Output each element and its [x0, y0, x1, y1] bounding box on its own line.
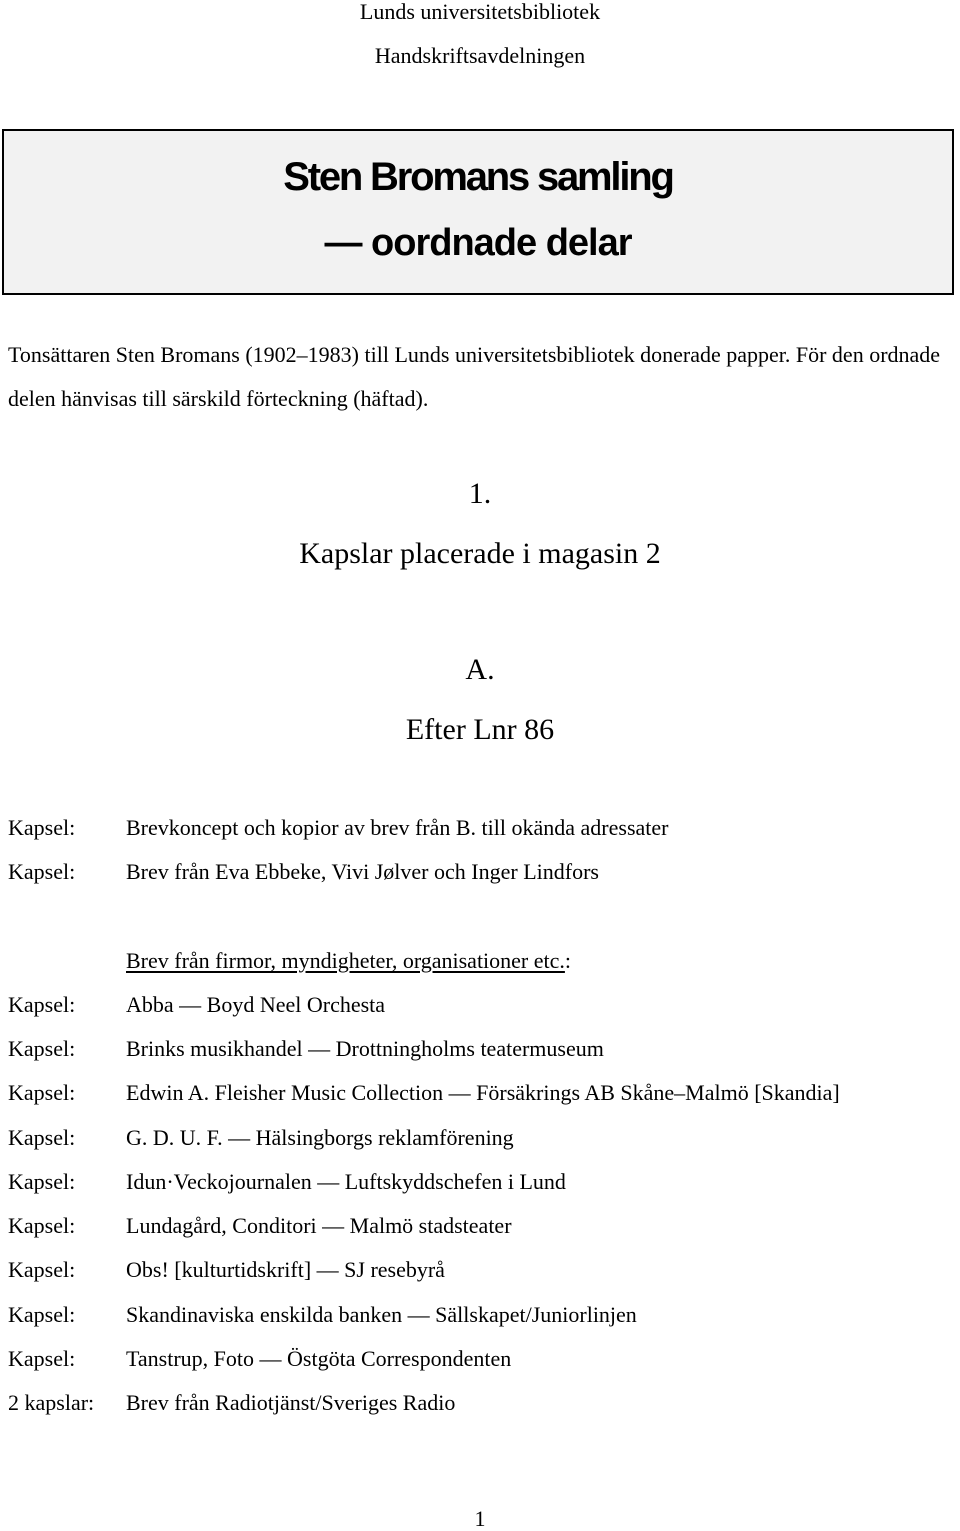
item-label: Kapsel:: [8, 1213, 76, 1238]
item-label: Kapsel:: [8, 1036, 76, 1061]
collection-title: Sten Bromans samling: [283, 155, 673, 199]
title-box: [2, 129, 954, 295]
subsection-letter: A.: [465, 653, 495, 686]
item-text: Brevkoncept och kopior av brev från B. till okända adressater: [126, 815, 669, 840]
item-label: Kapsel:: [8, 859, 76, 884]
item-text: Skandinaviska enskilda banken — Sällskapet/Juniorlinjen: [126, 1302, 637, 1327]
item-text: G. D. U. F. — Hälsingborgs reklamförening: [126, 1125, 514, 1150]
item-label: Kapsel:: [8, 992, 76, 1017]
item-label: Kapsel:: [8, 815, 76, 840]
page-number: 1: [474, 1506, 486, 1531]
item-label: Kapsel:: [8, 1080, 76, 1105]
item-text: Obs! [kulturtidskrift] — SJ resebyrå: [126, 1257, 445, 1282]
group-heading-colon: :: [564, 948, 572, 973]
subsection-heading: Efter Lnr 86: [405, 713, 555, 746]
collection-subtitle: — oordnade delar: [324, 222, 632, 264]
item-text: Brev från Eva Ebbeke, Vivi Jølver och Inger Lindfors: [126, 859, 599, 884]
section-number: 1.: [468, 477, 492, 510]
item-text: Brev från Radiotjänst/Sveriges Radio: [126, 1390, 456, 1415]
item-label: Kapsel:: [8, 1302, 76, 1327]
item-label: Kapsel:: [8, 1169, 76, 1194]
item-label: 2 kapslar:: [8, 1390, 95, 1415]
item-label: Kapsel:: [8, 1257, 76, 1282]
item-label: Kapsel:: [8, 1125, 76, 1150]
item-text: Lundagård, Conditori — Malmö stadsteater: [126, 1213, 512, 1238]
item-label: Kapsel:: [8, 1346, 76, 1371]
section-heading: Kapslar placerade i magasin 2: [299, 537, 661, 570]
item-text: Tanstrup, Foto — Östgöta Correspondenten: [126, 1346, 512, 1371]
item-text: Abba — Boyd Neel Orchesta: [126, 992, 386, 1017]
institution-header: Lunds universitetsbibliotek: [359, 0, 601, 24]
intro-paragraph: Tonsättaren Sten Bromans (1902–1983) till Lunds universitetsbibliotek donerade papper. För den ordnade delen hänvisas till särskild förteckning (häftad).: [8, 342, 941, 411]
department-header: Handskriftsavdelningen: [374, 43, 586, 68]
item-text: Edwin A. Fleisher Music Collection — Försäkrings AB Skåne–Malmö [Skandia]: [126, 1080, 840, 1105]
item-text: Brinks musikhandel — Drottningholms teatermuseum: [126, 1036, 604, 1061]
group-heading-text: Brev från firmor, myndigheter, organisationer etc.: [126, 948, 565, 973]
item-text: Idun·Veckojournalen — Luftskyddschefen i Lund: [126, 1169, 566, 1194]
